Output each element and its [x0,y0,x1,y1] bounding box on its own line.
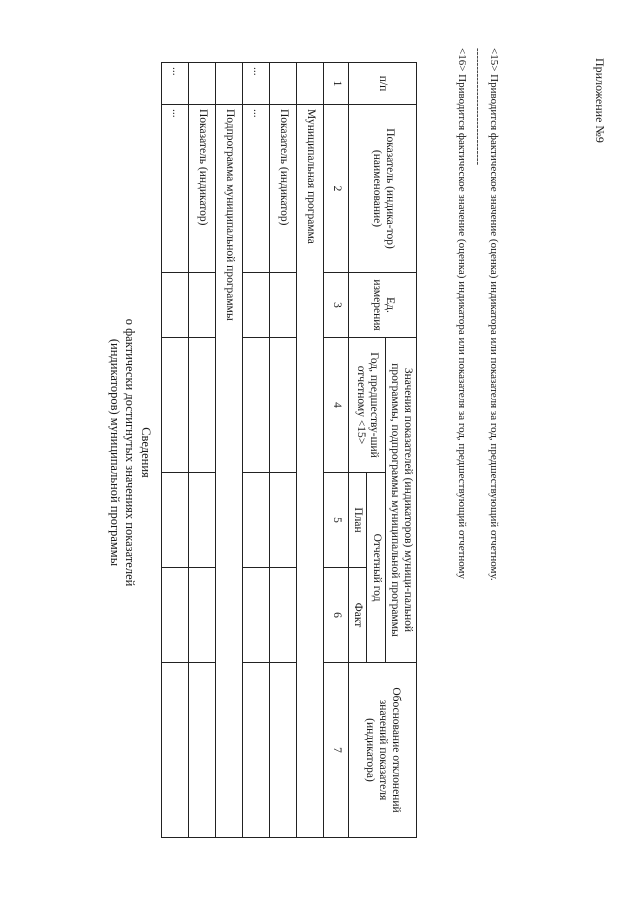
row-cell [243,273,270,338]
header-fact: Факт [349,568,367,663]
row-cell [189,338,216,473]
row-cell [189,568,216,663]
row-label: ... [243,105,270,273]
header-values: Значения показателей (индикаторов) муници-пальной программы, подпрограммы муниципальной программы [385,338,416,663]
col-number: 2 [324,105,349,273]
header-unit: Ед. измерения [349,273,417,338]
col-number: 3 [324,273,349,338]
annex-label: Приложение №9 [593,58,607,143]
row-label: ... [162,105,189,273]
row-cell [162,338,189,473]
row-cell [243,663,270,838]
row-cell [243,568,270,663]
row-cell [189,473,216,568]
row-n [297,63,324,105]
header-plan: План [349,473,367,568]
table-row [297,63,324,838]
col-number: 6 [324,568,349,663]
row-cell [270,338,297,473]
col-number: 1 [324,63,349,105]
row-n [270,63,297,105]
header-row-1 [385,63,416,838]
header-prev-year: Год, предшеству-ший отчетному <15> [349,338,385,473]
header-n: п/п [349,63,417,105]
header-report-year: Отчетный год [367,473,385,663]
row-cell [270,663,297,838]
row-n [216,63,243,105]
row-cell [270,473,297,568]
row-cell [189,663,216,838]
header-reason: Обоснование отклонений значений показателя (индикатора) [349,663,417,838]
row-cell [162,473,189,568]
report-title [106,100,153,805]
col-number: 5 [324,473,349,568]
title-line-1: Сведения [139,427,153,478]
header-indicator: Показатель (индика-тор) (наименование) [349,105,417,273]
row-cell [162,663,189,838]
numbers-row [324,63,349,838]
indicators-table [161,62,417,838]
row-cell [270,273,297,338]
table-row [189,63,216,838]
col-number: 7 [324,663,349,838]
footnote-separator: -------------------------------- [472,48,484,166]
row-label: Показатель (индикатор) [270,105,297,273]
row-n: ... [162,63,189,105]
row-cell [162,273,189,338]
row-label: Муниципальная программа [297,105,324,838]
row-n: ... [243,63,270,105]
row-label: Подпрограмма муниципальной программы [216,105,243,838]
row-cell [243,338,270,473]
table-row [216,63,243,838]
row-cell [243,473,270,568]
title-line-3: (индикаторов) муниципальной программы [107,338,122,567]
row-cell [189,273,216,338]
row-label: Показатель (индикатор) [189,105,216,273]
footnote-16: <16> Приводится фактическое значение (оценка) индикатора или показателя за год, предшествующий отчетному [456,48,468,580]
col-number: 4 [324,338,349,473]
table-row [243,63,270,838]
row-n [189,63,216,105]
table-row [162,63,189,838]
row-cell [162,568,189,663]
footnote-15: <15> Приводится фактическое значение (оценка) индикатора или показателя за год, предшествующий отчетному. [488,48,500,581]
title-line-2: о фактически достигнутых значениях показателей [123,318,138,587]
row-cell [270,568,297,663]
table-row [270,63,297,838]
